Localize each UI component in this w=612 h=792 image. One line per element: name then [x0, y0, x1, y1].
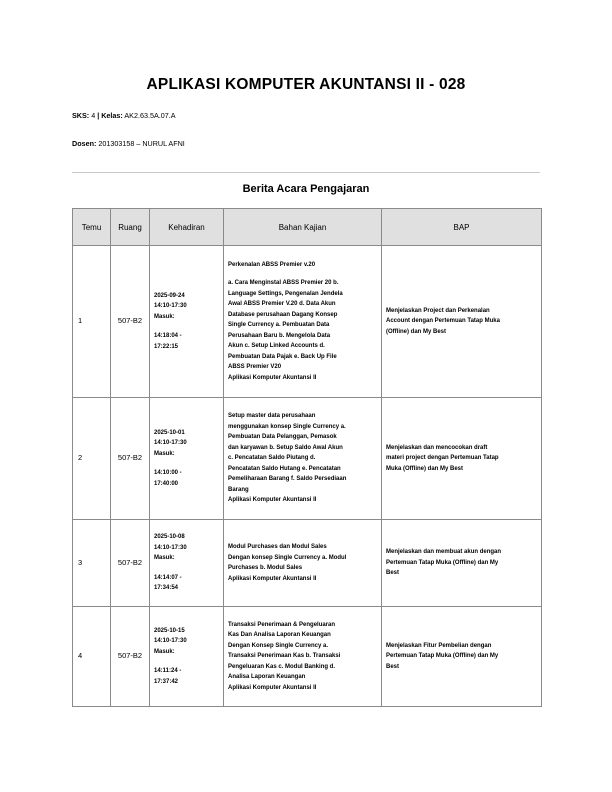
table-row	[73, 607, 542, 707]
sks-value: 4	[91, 111, 96, 120]
divider	[72, 172, 540, 173]
kehadiran-line: 2025-10-08	[154, 534, 185, 541]
bahan-line: a. Cara Menginstal ABSS Premier 20 b.	[228, 280, 339, 287]
bahan-line: Transaksi Penerimaan & Pengeluaran	[228, 621, 336, 628]
bap-line: Pertemuan Tatap Muka (Offline) dan My	[386, 559, 499, 566]
bap-line: Menjelaskan dan mencocokan draft	[386, 444, 488, 451]
bap-line: materi project dengan Pertemuan Tatap	[386, 455, 499, 462]
cell-ruang: 507-B2	[111, 246, 150, 398]
bap-line: Best	[386, 663, 400, 670]
kelas-value: AK2.63.5A.07.A	[124, 111, 176, 120]
cell-bahan-kajian	[224, 607, 382, 707]
bap-line: (Offline) dan My Best	[386, 328, 447, 335]
bahan-line: Akun c. Setup Linked Accounts d.	[228, 343, 325, 350]
cell-bap	[382, 607, 542, 707]
bahan-line: Aplikasi Komputer Akuntansi II	[228, 684, 317, 691]
bahan-line: Perkenalan ABSS Premier v.20	[228, 261, 316, 268]
bap-line: Account dengan Pertemuan Tatap Muka	[386, 318, 500, 325]
course-info	[72, 111, 176, 120]
bahan-line: Dengan konsep Single Currency a. Modul	[228, 554, 347, 561]
cell-temu: 1	[73, 246, 111, 398]
kehadiran-line: 14:18:04 -	[154, 333, 182, 340]
cell-bap	[382, 398, 542, 520]
bahan-line: menggunakan konsep Single Currency a.	[228, 423, 346, 430]
cell-ruang: 507-B2	[111, 607, 150, 707]
table-row	[73, 246, 542, 398]
kehadiran-line: 14:11:24 -	[154, 668, 182, 675]
bahan-line: Dengan Konsep Single Currency a.	[228, 642, 329, 649]
kehadiran-line: Masuk:	[154, 450, 175, 457]
section-title: Berita Acara Pengajaran	[242, 183, 370, 195]
bap-line: Menjelaskan Project dan Perkenalan	[386, 307, 490, 314]
bahan-line: Awal ABSS Premier V.20 d. Data Akun	[228, 301, 336, 308]
cell-bap	[382, 520, 542, 607]
cell-kehadiran	[150, 520, 224, 607]
cell-bap	[382, 246, 542, 398]
cell-bahan-kajian	[224, 520, 382, 607]
kehadiran-line: Masuk:	[154, 313, 175, 320]
separator: |	[97, 111, 100, 120]
cell-temu: 2	[73, 398, 111, 520]
bahan-line: Aplikasi Komputer Akuntansi II	[228, 374, 317, 381]
cell-ruang: 507-B2	[111, 398, 150, 520]
kehadiran-line: 14:10-17:30	[154, 440, 187, 447]
lecturer-info	[72, 139, 185, 148]
kehadiran-line: 17:34:54	[154, 585, 179, 592]
dosen-value: 201303158 – NURUL AFNI	[98, 139, 185, 148]
cell-kehadiran	[150, 398, 224, 520]
bahan-line: Pembuatan Data Pajak e. Back Up File	[228, 353, 337, 360]
bahan-line: Kas Dan Analisa Laporan Keuangan	[228, 632, 331, 639]
bahan-line: Analisa Laporan Keuangan	[228, 674, 306, 681]
bahan-line: Setup master data perusahaan	[228, 413, 316, 420]
bahan-line: dan karyawan b. Setup Saldo Awal Akun	[228, 444, 343, 451]
bahan-line: Aplikasi Komputer Akuntansi II	[228, 497, 317, 504]
column-header-kehadiran: Kehadiran	[150, 209, 224, 246]
bahan-line: Aplikasi Komputer Akuntansi II	[228, 575, 317, 582]
bahan-line: Language Settings, Pengenalan Jendela	[228, 290, 343, 297]
table-header-row	[73, 209, 542, 246]
bap-line: Menjelaskan dan membuat akun dengan	[386, 549, 502, 556]
bahan-line: Single Currency a. Pembuatan Data	[228, 322, 330, 329]
sks-label: SKS:	[72, 111, 90, 120]
cell-kehadiran	[150, 607, 224, 707]
bap-table	[72, 208, 542, 707]
cell-temu: 4	[73, 607, 111, 707]
kehadiran-line: Masuk:	[154, 555, 175, 562]
kehadiran-line: 14:10-17:30	[154, 544, 187, 551]
bap-line: Best	[386, 570, 400, 577]
kehadiran-line: 14:14:07 -	[154, 574, 182, 581]
bahan-line: Pemeliharaan Barang f. Saldo Persediaan	[228, 476, 347, 483]
bahan-line: c. Pencatatan Saldo Piutang d.	[228, 455, 316, 462]
bahan-line: Modul Purchases dan Modul Sales	[228, 544, 327, 550]
kehadiran-line: 17:40:00	[154, 480, 179, 487]
bahan-line: Barang	[228, 486, 249, 493]
bahan-line: Database perusahaan Dagang Konsep	[228, 311, 338, 318]
kehadiran-line: 14:10-17:30	[154, 303, 187, 310]
column-header-ruang: Ruang	[111, 209, 150, 246]
bahan-line: Perusahaan Baru b. Mengelola Data	[228, 332, 331, 339]
column-header-bahan-kajian: Bahan Kajian	[224, 209, 382, 246]
kehadiran-line: 17:22:15	[154, 343, 179, 350]
page-title: APLIKASI KOMPUTER AKUNTANSI II - 028	[146, 76, 466, 93]
dosen-label: Dosen:	[72, 139, 97, 148]
kelas-label: Kelas:	[101, 111, 123, 120]
cell-temu: 3	[73, 520, 111, 607]
kehadiran-line: 14:10-17:30	[154, 638, 187, 645]
bahan-line: Purchases b. Modul Sales	[228, 565, 303, 571]
bahan-line: Pencatatan Saldo Hutang e. Pencatatan	[228, 465, 341, 472]
table-row	[73, 398, 542, 520]
bahan-line: Transaksi Penerimaan Kas b. Transaksi	[228, 653, 341, 660]
column-header-bap: BAP	[382, 209, 542, 246]
kehadiran-line: Masuk:	[154, 648, 175, 655]
column-header-temu: Temu	[73, 209, 111, 246]
bap-line: Muka (Offline) dan My Best	[386, 465, 464, 472]
cell-kehadiran	[150, 246, 224, 398]
kehadiran-line: 14:10:00 -	[154, 470, 182, 477]
kehadiran-line: 17:37:42	[154, 678, 179, 685]
kehadiran-line: 2025-10-01	[154, 429, 185, 436]
table-row	[73, 520, 542, 607]
cell-bahan-kajian	[224, 246, 382, 398]
bahan-line: ABSS Premier V20	[228, 364, 282, 371]
bap-line: Pertemuan Tatap Muka (Offline) dan My	[386, 653, 499, 660]
bap-line: Menjelaskan Fitur Pembelian dengan	[386, 642, 492, 649]
cell-ruang: 507-B2	[111, 520, 150, 607]
kehadiran-line: 2025-09-24	[154, 292, 185, 299]
kehadiran-line: 2025-10-15	[154, 627, 185, 634]
cell-bahan-kajian	[224, 398, 382, 520]
bahan-line: Pembuatan Data Pelanggan, Pemasok	[228, 434, 337, 441]
bahan-line: Pengeluaran Kas c. Modul Banking d.	[228, 663, 336, 670]
